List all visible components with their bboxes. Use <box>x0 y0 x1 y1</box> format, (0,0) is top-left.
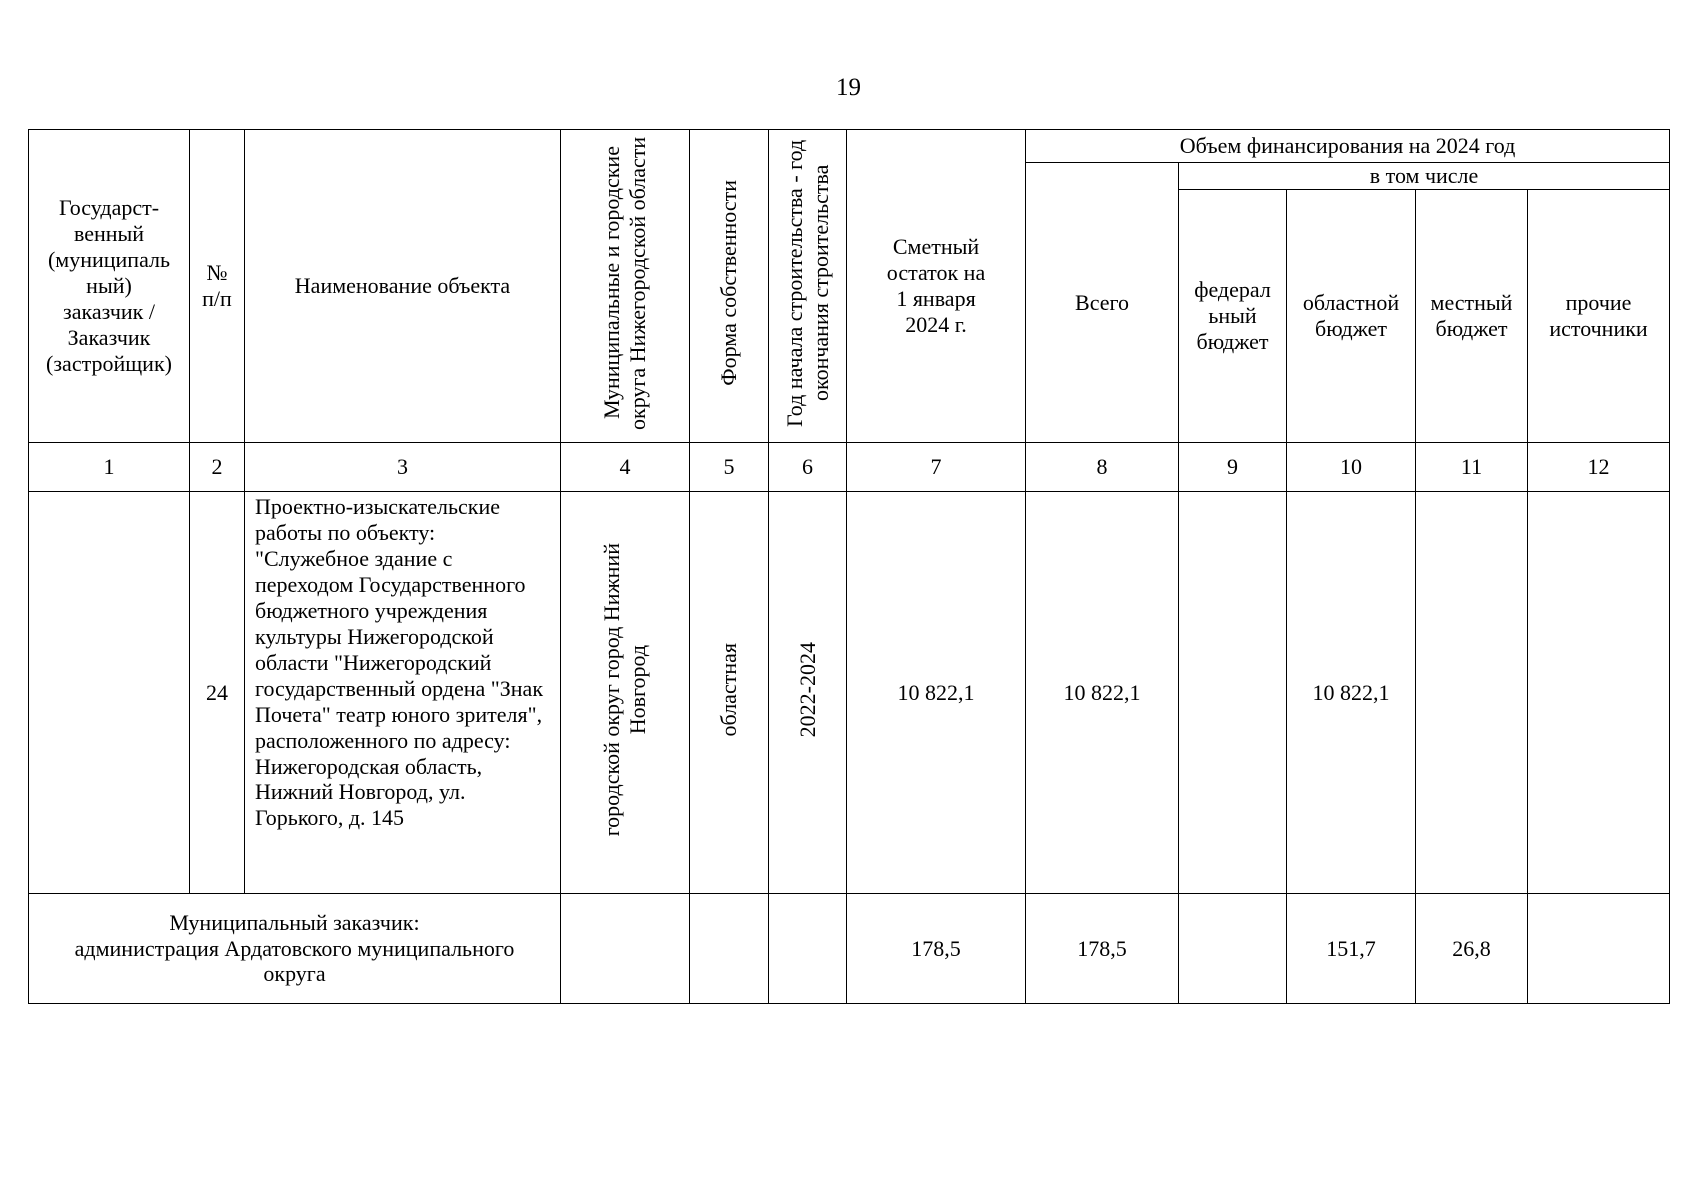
header-row <box>29 130 1670 163</box>
subtotal-label: Муниципальный заказчик: администрация Ардатовского муниципального округа <box>29 894 561 1004</box>
column-number: 10 <box>1287 443 1416 492</box>
header-municipality-text: Муниципальные и городские округа Нижегородской области <box>599 136 650 430</box>
column-number: 2 <box>190 443 245 492</box>
header-ownership <box>690 130 769 443</box>
row-years <box>769 492 847 894</box>
header-other-sources: прочие источники <box>1528 190 1670 443</box>
column-number: 9 <box>1179 443 1287 492</box>
column-number: 12 <box>1528 443 1670 492</box>
subtotal-local: 26,8 <box>1416 894 1528 1004</box>
subtotal-row <box>29 894 1670 1004</box>
row-local <box>1416 492 1528 894</box>
header-ownership-text: Форма собственности <box>716 180 742 386</box>
header-funding-volume: Объем финансирования на 2024 год <box>1026 130 1670 163</box>
header-customer: Государст- венный (муниципаль ный) заказчик / Заказчик (застройщик) <box>29 130 190 443</box>
header-municipality <box>561 130 690 443</box>
header-including: в том числе <box>1179 163 1670 190</box>
funding-table <box>28 129 1670 1004</box>
column-number-row <box>29 443 1670 492</box>
header-estimate-remainder: Сметный остаток на 1 января 2024 г. <box>847 130 1026 443</box>
column-number: 3 <box>245 443 561 492</box>
subtotal-estimate-remainder: 178,5 <box>847 894 1026 1004</box>
header-number: № п/п <box>190 130 245 443</box>
row-ownership-text: областная <box>716 642 742 737</box>
subtotal-regional: 151,7 <box>1287 894 1416 1004</box>
subtotal-municipality <box>561 894 690 1004</box>
page-number: 19 <box>836 74 861 101</box>
column-number: 4 <box>561 443 690 492</box>
column-number: 11 <box>1416 443 1528 492</box>
row-other <box>1528 492 1670 894</box>
row-estimate-remainder: 10 822,1 <box>847 492 1026 894</box>
header-federal-budget: федерал ьный бюджет <box>1179 190 1287 443</box>
header-total: Всего <box>1026 163 1179 443</box>
row-object-name: Проектно-изыскательские работы по объекту: "Служебное здание с переходом Государственного бюджетного учреждения культуры Нижегородской области "Нижегородский государственный ордена "Знак Почета" театр юного зрителя", расположенного по адресу: Нижегородская область, Нижний Новгород, ул. Горького, д. 145 <box>245 492 561 894</box>
subtotal-years <box>769 894 847 1004</box>
column-number: 8 <box>1026 443 1179 492</box>
column-number: 1 <box>29 443 190 492</box>
row-federal <box>1179 492 1287 894</box>
header-regional-budget: областной бюджет <box>1287 190 1416 443</box>
column-number: 5 <box>690 443 769 492</box>
header-object-name: Наименование объекта <box>245 130 561 443</box>
row-years-text: 2022-2024 <box>794 641 820 738</box>
row-ownership <box>690 492 769 894</box>
row-municipality-text: городской округ город Нижний Новгород <box>599 542 650 837</box>
row-number: 24 <box>190 492 245 894</box>
table-row <box>29 492 1670 894</box>
subtotal-total: 178,5 <box>1026 894 1179 1004</box>
row-municipality <box>561 492 690 894</box>
subtotal-other <box>1528 894 1670 1004</box>
subtotal-federal <box>1179 894 1287 1004</box>
header-years <box>769 130 847 443</box>
column-number: 6 <box>769 443 847 492</box>
row-customer <box>29 492 190 894</box>
header-years-text: Год начала строительства - год окончания строительства <box>781 139 833 427</box>
row-total: 10 822,1 <box>1026 492 1179 894</box>
subtotal-ownership <box>690 894 769 1004</box>
row-regional: 10 822,1 <box>1287 492 1416 894</box>
header-local-budget: местный бюджет <box>1416 190 1528 443</box>
column-number: 7 <box>847 443 1026 492</box>
